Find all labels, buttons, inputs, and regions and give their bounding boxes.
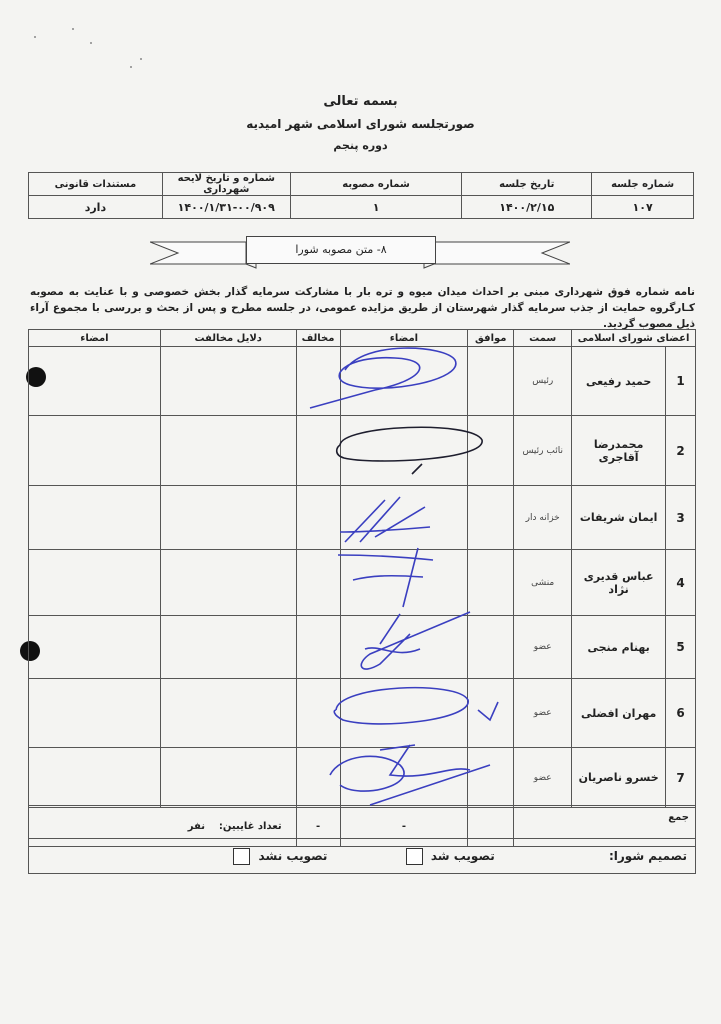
reasons-cell [160, 486, 296, 550]
member-role: عضو [514, 616, 572, 679]
reasons-cell [160, 679, 296, 748]
row-number: 4 [666, 550, 696, 616]
label-bill-number-date: شماره و تاریخ لایحه شهرداری [162, 173, 290, 196]
row-number: 3 [666, 486, 696, 550]
header-title: صورتجلسه شورای اسلامی شهر امیدیه [246, 117, 475, 131]
decision-table [28, 838, 696, 874]
approved-label: تصویب شد [430, 848, 495, 863]
decision-label: تصمیم شورا: [608, 848, 687, 863]
member-name: مهران افضلی [572, 679, 666, 748]
member-role: نائب رئیس [514, 416, 572, 486]
session-info-table [28, 172, 694, 219]
member-name: محمدرضا آقاجری [572, 416, 666, 486]
value-session-date: ۱۴۰۰/۲/۱۵ [462, 196, 592, 219]
value-resolution-number: ۱ [290, 196, 462, 219]
summary-label: جمع [514, 806, 696, 847]
agree-cell [468, 486, 514, 550]
member-name: حمید رفیعی [572, 347, 666, 416]
header-bismillah: بسمه تعالی [323, 94, 398, 109]
section-banner [150, 234, 570, 270]
approved-checkbox[interactable] [406, 848, 423, 865]
value-bill-number-date: ۱۴۰۰/۱/۳۱-۰۰/۹۰۹ [162, 196, 290, 219]
member-role: عضو [514, 679, 572, 748]
rejected-checkbox[interactable] [233, 848, 250, 865]
banner-title: ۸- متن مصوبه شورا [246, 236, 436, 264]
reasons-cell [160, 347, 296, 416]
signature2-cell [29, 416, 161, 486]
row-number: 5 [666, 616, 696, 679]
label-legal-basis: مستندات قانونی [29, 173, 163, 196]
reasons-cell [160, 616, 296, 679]
absent-unit: نفر [187, 820, 205, 832]
oppose-cell [296, 486, 340, 550]
signature-2 [332, 420, 492, 475]
oppose-cell [296, 616, 340, 679]
member-name: عباس قدیری نژاد [572, 550, 666, 616]
header-reasons: دلایل مخالفت [160, 330, 296, 347]
signature-4 [333, 545, 443, 610]
signature2-cell [29, 550, 161, 616]
signature2-cell [29, 616, 161, 679]
header-agree: موافق [468, 330, 514, 347]
signature-6 [328, 680, 508, 740]
option-rejected [229, 848, 327, 865]
resolution-text: نامه شماره فوق شهرداری مبنی بر احداث میدان میوه و تره بار با مشارکت سرمایه گذار بخش خصوصی و با عنایت به مصوبه کـارگروه حمایت از جذب سرمایه گذار شهرستان از طریق مزایده عمومی، در جلسه مطرح و پس از بحث و بررسی با مجموع آراء ذیل مصوب گردید. [30, 286, 695, 330]
value-legal-basis: دارد [29, 196, 163, 219]
reasons-cell [160, 550, 296, 616]
member-role: عضو [514, 748, 572, 808]
header-oppose: مخالف [296, 330, 340, 347]
header-members: اعضای شورای اسلامی [572, 330, 696, 347]
summary-dash-2: - [296, 806, 340, 847]
row-number: 6 [666, 679, 696, 748]
row-number: 1 [666, 347, 696, 416]
rejected-label: تصویب نشد [258, 848, 328, 863]
header-term: دوره پنجم [333, 139, 388, 152]
row-number: 7 [666, 748, 696, 808]
signature2-cell [29, 748, 161, 808]
signature-3 [335, 492, 435, 552]
header-signature-2: امضاء [29, 330, 161, 347]
reasons-cell [160, 416, 296, 486]
reasons-cell [160, 748, 296, 808]
signature2-cell [29, 486, 161, 550]
value-session-number: ۱۰۷ [592, 196, 694, 219]
signature-1 [305, 340, 475, 410]
signature2-cell [29, 679, 161, 748]
member-name: خسرو ناصریان [572, 748, 666, 808]
member-name: بهنام منجی [572, 616, 666, 679]
header-signature: امضاء [340, 330, 468, 347]
label-resolution-number: شماره مصوبه [290, 173, 462, 196]
label-session-date: تاریخ جلسه [462, 173, 592, 196]
absent-label: تعداد غايبين: [218, 820, 282, 832]
option-approved [402, 848, 495, 865]
member-role: خزانه دار [514, 486, 572, 550]
scan-specks [30, 28, 150, 78]
signature-7 [320, 740, 500, 810]
row-number: 2 [666, 416, 696, 486]
member-role: رئیس [514, 347, 572, 416]
signature2-cell [29, 347, 161, 416]
member-name: ایمان شریفات [572, 486, 666, 550]
header-role: سمت [514, 330, 572, 347]
member-role: منشی [514, 550, 572, 616]
label-session-number: شماره جلسه [592, 173, 694, 196]
signature-5 [340, 604, 485, 674]
summary-dash-1: - [340, 806, 468, 847]
decision-row [29, 839, 696, 874]
